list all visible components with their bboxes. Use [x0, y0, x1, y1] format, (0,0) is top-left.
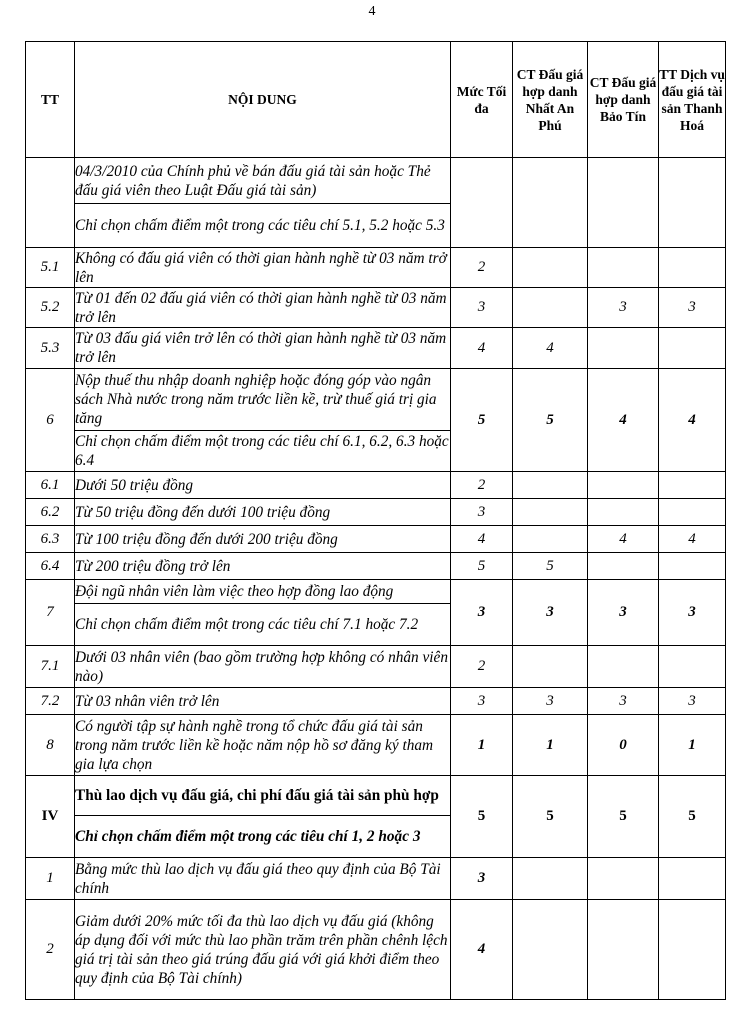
cell-max: 2 — [451, 472, 513, 499]
cell-org3: 5 — [659, 776, 726, 858]
cell-org1 — [513, 288, 588, 328]
cell-org3 — [659, 858, 726, 900]
cell-org3 — [659, 499, 726, 526]
cell-org2: 4 — [588, 526, 659, 553]
cell-org1 — [513, 158, 588, 248]
table-row — [26, 499, 726, 526]
cell-org2 — [588, 499, 659, 526]
cell-org2 — [588, 472, 659, 499]
cell-org3 — [659, 328, 726, 369]
cell-content: Đội ngũ nhân viên làm việc theo hợp đồng lao động — [75, 580, 451, 604]
cell-tt: 7.2 — [26, 688, 75, 715]
table-row — [26, 328, 726, 369]
cell-org2: 3 — [588, 688, 659, 715]
cell-org3: 1 — [659, 715, 726, 776]
cell-content: Chỉ chọn chấm điểm một trong các tiêu chí 1, 2 hoặc 3 — [75, 816, 451, 858]
cell-org1: 5 — [513, 553, 588, 580]
cell-content: Chỉ chọn chấm điểm một trong các tiêu chí 6.1, 6.2, 6.3 hoặc 6.4 — [75, 431, 451, 472]
cell-content: Từ 03 nhân viên trở lên — [75, 688, 451, 715]
cell-max: 2 — [451, 248, 513, 288]
cell-content: 04/3/2010 của Chính phủ về bán đấu giá tài sản hoặc Thẻ đấu giá viên theo Luật Đấu giá tài sản) — [75, 158, 451, 204]
cell-content: Dưới 03 nhân viên (bao gồm trường hợp không có nhân viên nào) — [75, 646, 451, 688]
header-max: Mức Tối đa — [451, 42, 513, 158]
header-org2: CT Đấu giá hợp danh Bảo Tín — [588, 42, 659, 158]
cell-org1 — [513, 472, 588, 499]
table-row — [26, 900, 726, 1000]
cell-org2 — [588, 553, 659, 580]
cell-tt: 5.2 — [26, 288, 75, 328]
cell-org2 — [588, 900, 659, 1000]
cell-max: 5 — [451, 776, 513, 858]
cell-org2 — [588, 328, 659, 369]
cell-max: 3 — [451, 580, 513, 646]
cell-org2: 0 — [588, 715, 659, 776]
cell-tt: 6 — [26, 369, 75, 472]
table-row — [26, 526, 726, 553]
cell-org2 — [588, 248, 659, 288]
cell-org2 — [588, 646, 659, 688]
cell-org1 — [513, 526, 588, 553]
cell-content: Không có đấu giá viên có thời gian hành nghề từ 03 năm trở lên — [75, 248, 451, 288]
cell-org1: 3 — [513, 580, 588, 646]
table-row — [26, 580, 726, 604]
cell-org1 — [513, 858, 588, 900]
cell-org2: 5 — [588, 776, 659, 858]
table-row — [26, 688, 726, 715]
cell-max: 3 — [451, 858, 513, 900]
cell-content: Dưới 50 triệu đồng — [75, 472, 451, 499]
cell-org1 — [513, 900, 588, 1000]
cell-org3: 3 — [659, 688, 726, 715]
cell-max: 3 — [451, 499, 513, 526]
cell-org3: 3 — [659, 288, 726, 328]
table-row — [26, 158, 726, 204]
cell-max: 3 — [451, 688, 513, 715]
table-row — [26, 776, 726, 816]
table-row — [26, 369, 726, 431]
cell-org1: 5 — [513, 369, 588, 472]
cell-org1 — [513, 499, 588, 526]
cell-tt: 7.1 — [26, 646, 75, 688]
cell-content: Chỉ chọn chấm điểm một trong các tiêu chí 7.1 hoặc 7.2 — [75, 604, 451, 646]
cell-content: Bằng mức thù lao dịch vụ đấu giá theo quy định của Bộ Tài chính — [75, 858, 451, 900]
cell-max — [451, 158, 513, 248]
cell-tt: 8 — [26, 715, 75, 776]
page-number: 4 — [368, 4, 376, 19]
cell-org2 — [588, 158, 659, 248]
cell-org3: 4 — [659, 369, 726, 472]
cell-org3 — [659, 646, 726, 688]
cell-org3 — [659, 158, 726, 248]
cell-org3 — [659, 472, 726, 499]
cell-max: 1 — [451, 715, 513, 776]
header-tt: TT — [26, 42, 75, 158]
cell-org1 — [513, 646, 588, 688]
cell-org1: 4 — [513, 328, 588, 369]
cell-tt — [26, 158, 75, 248]
cell-tt: IV — [26, 776, 75, 858]
scoring-table — [25, 41, 726, 1000]
cell-max: 5 — [451, 553, 513, 580]
table-row — [26, 715, 726, 776]
header-org3: TT Dịch vụ đấu giá tài sản Thanh Hoá — [659, 42, 726, 158]
cell-tt: 1 — [26, 858, 75, 900]
cell-org1: 1 — [513, 715, 588, 776]
cell-org1 — [513, 248, 588, 288]
table-row — [26, 248, 726, 288]
cell-tt: 6.3 — [26, 526, 75, 553]
cell-org3: 3 — [659, 580, 726, 646]
cell-content: Từ 03 đấu giá viên trở lên có thời gian hành nghề từ 03 năm trở lên — [75, 328, 451, 369]
cell-org2: 3 — [588, 288, 659, 328]
header-row — [26, 42, 726, 158]
cell-max: 5 — [451, 369, 513, 472]
cell-org2: 3 — [588, 580, 659, 646]
cell-tt: 6.2 — [26, 499, 75, 526]
cell-tt: 6.4 — [26, 553, 75, 580]
cell-content: Thù lao dịch vụ đấu giá, chi phí đấu giá tài sản phù hợp — [75, 776, 451, 816]
cell-content: Từ 01 đến 02 đấu giá viên có thời gian hành nghề từ 03 năm trở lên — [75, 288, 451, 328]
cell-org2: 4 — [588, 369, 659, 472]
cell-max: 2 — [451, 646, 513, 688]
cell-tt: 5.1 — [26, 248, 75, 288]
cell-content: Từ 200 triệu đồng trở lên — [75, 553, 451, 580]
header-org1: CT Đấu giá hợp danh Nhất An Phú — [513, 42, 588, 158]
table-row — [26, 553, 726, 580]
cell-max: 4 — [451, 526, 513, 553]
cell-org3 — [659, 900, 726, 1000]
table-row — [26, 858, 726, 900]
cell-org1: 3 — [513, 688, 588, 715]
cell-org3: 4 — [659, 526, 726, 553]
cell-org3 — [659, 248, 726, 288]
cell-tt: 2 — [26, 900, 75, 1000]
cell-tt: 5.3 — [26, 328, 75, 369]
cell-org2 — [588, 858, 659, 900]
cell-max: 4 — [451, 328, 513, 369]
cell-max: 3 — [451, 288, 513, 328]
cell-content: Chỉ chọn chấm điểm một trong các tiêu chí 5.1, 5.2 hoặc 5.3 — [75, 204, 451, 248]
cell-tt: 7 — [26, 580, 75, 646]
cell-max: 4 — [451, 900, 513, 1000]
cell-content: Nộp thuế thu nhập doanh nghiệp hoặc đóng góp vào ngân sách Nhà nước trong năm trước liền kề, trừ thuế giá trị gia tăng — [75, 369, 451, 431]
table-row — [26, 472, 726, 499]
cell-org1: 5 — [513, 776, 588, 858]
cell-content: Có người tập sự hành nghề trong tổ chức đấu giá tài sản trong năm trước liền kề hoặc năm nộp hồ sơ đăng ký tham gia lựa chọn — [75, 715, 451, 776]
cell-content: Giảm dưới 20% mức tối đa thù lao dịch vụ đấu giá (không áp dụng đối với mức thù lao phần trăm trên phần chênh lệch giá trị tài sản theo giá trúng đấu giá với giá khởi điểm theo quy định của Bộ Tài chính) — [75, 900, 451, 1000]
table-row — [26, 646, 726, 688]
cell-content: Từ 100 triệu đồng đến dưới 200 triệu đồng — [75, 526, 451, 553]
header-content: NỘI DUNG — [75, 42, 451, 158]
cell-org3 — [659, 553, 726, 580]
cell-content: Từ 50 triệu đồng đến dưới 100 triệu đồng — [75, 499, 451, 526]
table-row — [26, 288, 726, 328]
cell-tt: 6.1 — [26, 472, 75, 499]
